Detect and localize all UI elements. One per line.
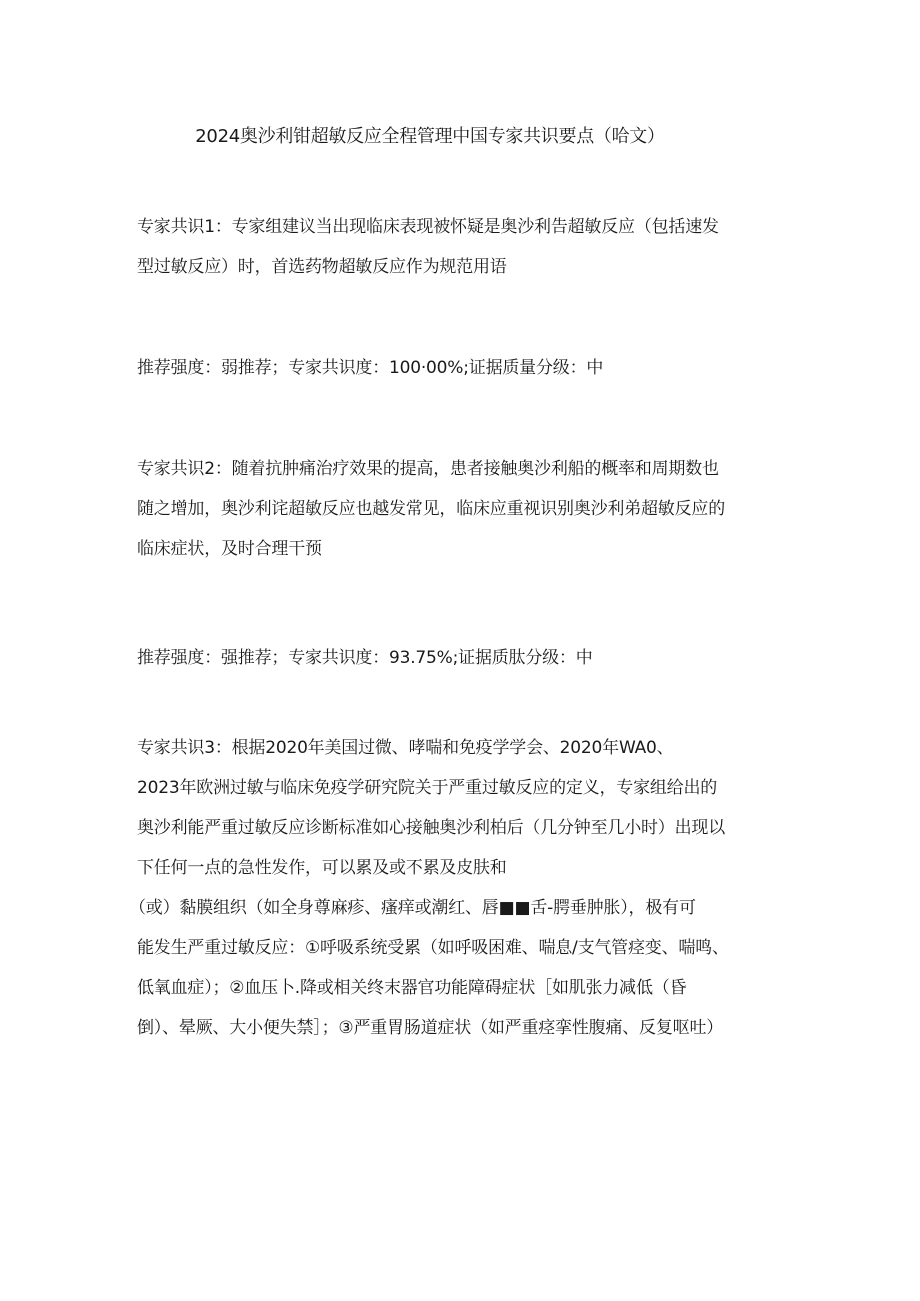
text-line: 低氧血症）；②血压卜.降或相关终末器官功能障碍症状［如肌张力减低（昏 bbox=[137, 978, 687, 998]
document-title: 2024奥沙利钳超敏反应全程管理中国专家共识要点（哈文） bbox=[195, 126, 665, 147]
text-line: 倒）、晕厥、大小便失禁］；③严重胃肠道症状（如严重痉挛性腹痛、反复呕吐） bbox=[137, 1018, 724, 1038]
text-line: 2023年欧洲过敏与临床免疫学研究院关于严重过敏反应的定义，专家组给出的 bbox=[137, 778, 718, 798]
text-line: 随之增加，奥沙利诧超敏反应也越发常见，临床应重视识别奥沙利弟超敏反应的 bbox=[137, 499, 725, 519]
consensus-2-paragraph bbox=[137, 449, 797, 569]
text-line: 下任何一点的急性发作，可以累及或不累及皮肤和 bbox=[137, 858, 507, 878]
text-line: （或）黏膜组织（如全身尊麻疹、瘙痒或潮红、唇■■舌-腭垂肿胀），极有可 bbox=[129, 898, 696, 918]
text-line: 能发生严重过敏反应：①呼吸系统受累（如呼吸困难、喘息/支气管痉变、喘鸣、 bbox=[137, 938, 729, 958]
text-line: 专家共识3：根据2020年美国过微、哮喘和免疫学学会、2020年WA0、 bbox=[137, 738, 674, 758]
text-line: 推荐强度：强推荐；专家共识度：93.75%;证据质肽分级：中 bbox=[137, 648, 593, 668]
text-line: 临床症状，及时合理干预 bbox=[137, 539, 322, 559]
text-line: 型过敏反应）时，首选药物超敏反应作为规范用语 bbox=[137, 257, 507, 277]
text-line: 专家共识2：随着抗肿痛治疗效果的提高，患者接触奥沙利船的概率和周期数也 bbox=[137, 459, 719, 479]
text-line: 奥沙利能严重过敏反应诊断标准如心接触奥沙利柏后（几分钟至几小时）出现以 bbox=[137, 818, 725, 838]
text-line: 推荐强度：弱推荐；专家共识度：100·00%;证据质量分级：中 bbox=[137, 358, 604, 378]
text-line: 专家共识1：专家组建议当出现临床表现被怀疑是奥沙利告超敏反应（包括速发 bbox=[137, 217, 719, 237]
recommendation-1-paragraph bbox=[137, 348, 797, 388]
recommendation-2-paragraph bbox=[137, 638, 797, 678]
consensus-3-paragraph bbox=[129, 728, 797, 1048]
consensus-1-paragraph bbox=[137, 207, 797, 287]
